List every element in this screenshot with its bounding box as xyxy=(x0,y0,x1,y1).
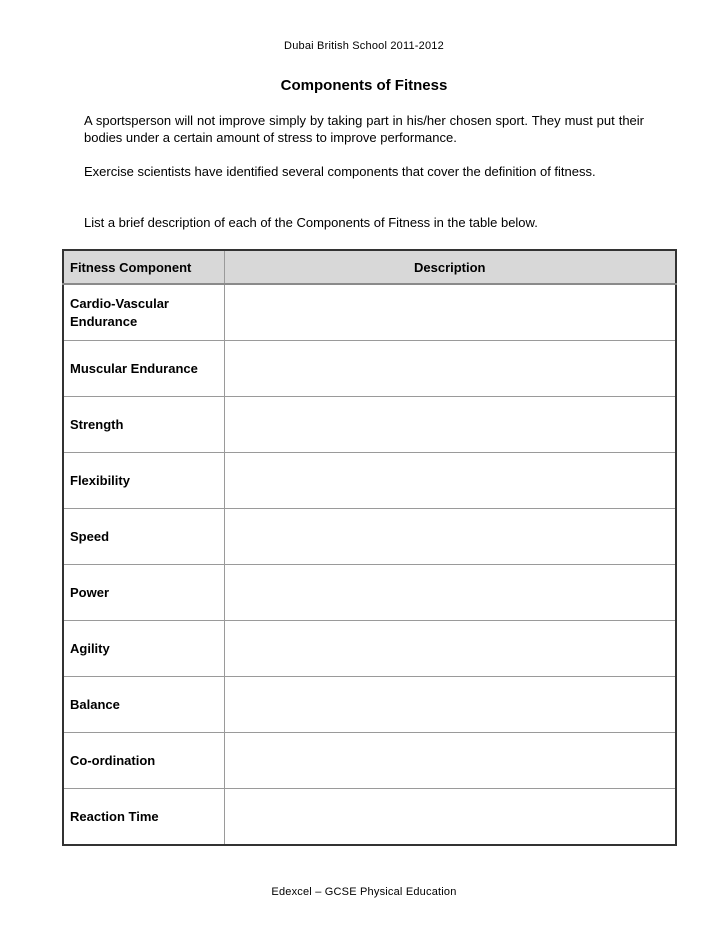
component-cell: Flexibility xyxy=(63,453,224,509)
description-cell[interactable] xyxy=(224,284,676,341)
table-row xyxy=(63,565,676,621)
intro-paragraph-3: List a brief description of each of the Components of Fitness in the table below. xyxy=(84,215,538,230)
table-header-row xyxy=(63,250,676,284)
table-row xyxy=(63,621,676,677)
column-header-description: Description xyxy=(224,250,676,284)
table-row xyxy=(63,341,676,397)
table-row xyxy=(63,509,676,565)
page-header: Dubai British School 2011-2012 xyxy=(284,40,444,52)
description-cell[interactable] xyxy=(224,677,676,733)
component-cell: Reaction Time xyxy=(63,789,224,846)
description-cell[interactable] xyxy=(224,509,676,565)
description-cell[interactable] xyxy=(224,733,676,789)
table-row xyxy=(63,453,676,509)
description-cell[interactable] xyxy=(224,453,676,509)
intro-paragraph-2: Exercise scientists have identified several components that cover the definition of fitness. xyxy=(84,164,596,179)
component-cell: Power xyxy=(63,565,224,621)
table-row xyxy=(63,397,676,453)
page-footer: Edexcel – GCSE Physical Education xyxy=(271,886,457,898)
description-cell[interactable] xyxy=(224,397,676,453)
component-cell: Co-ordination xyxy=(63,733,224,789)
table-row xyxy=(63,284,676,341)
table-row xyxy=(63,733,676,789)
component-cell: Balance xyxy=(63,677,224,733)
page-title: Components of Fitness xyxy=(280,77,448,94)
component-cell: Strength xyxy=(63,397,224,453)
fitness-components-table xyxy=(62,249,677,846)
description-cell[interactable] xyxy=(224,789,676,846)
intro-paragraph-1: A sportsperson will not improve simply by taking part in his/her chosen sport. They must put their bodies under a certain amount of stress to improve performance. xyxy=(84,113,644,145)
description-cell[interactable] xyxy=(224,621,676,677)
table-row xyxy=(63,789,676,846)
component-cell: Speed xyxy=(63,509,224,565)
component-cell: Cardio-Vascular Endurance xyxy=(63,284,224,341)
component-cell: Muscular Endurance xyxy=(63,341,224,397)
component-cell: Agility xyxy=(63,621,224,677)
description-cell[interactable] xyxy=(224,565,676,621)
description-cell[interactable] xyxy=(224,341,676,397)
column-header-component: Fitness Component xyxy=(63,250,224,284)
table-row xyxy=(63,677,676,733)
